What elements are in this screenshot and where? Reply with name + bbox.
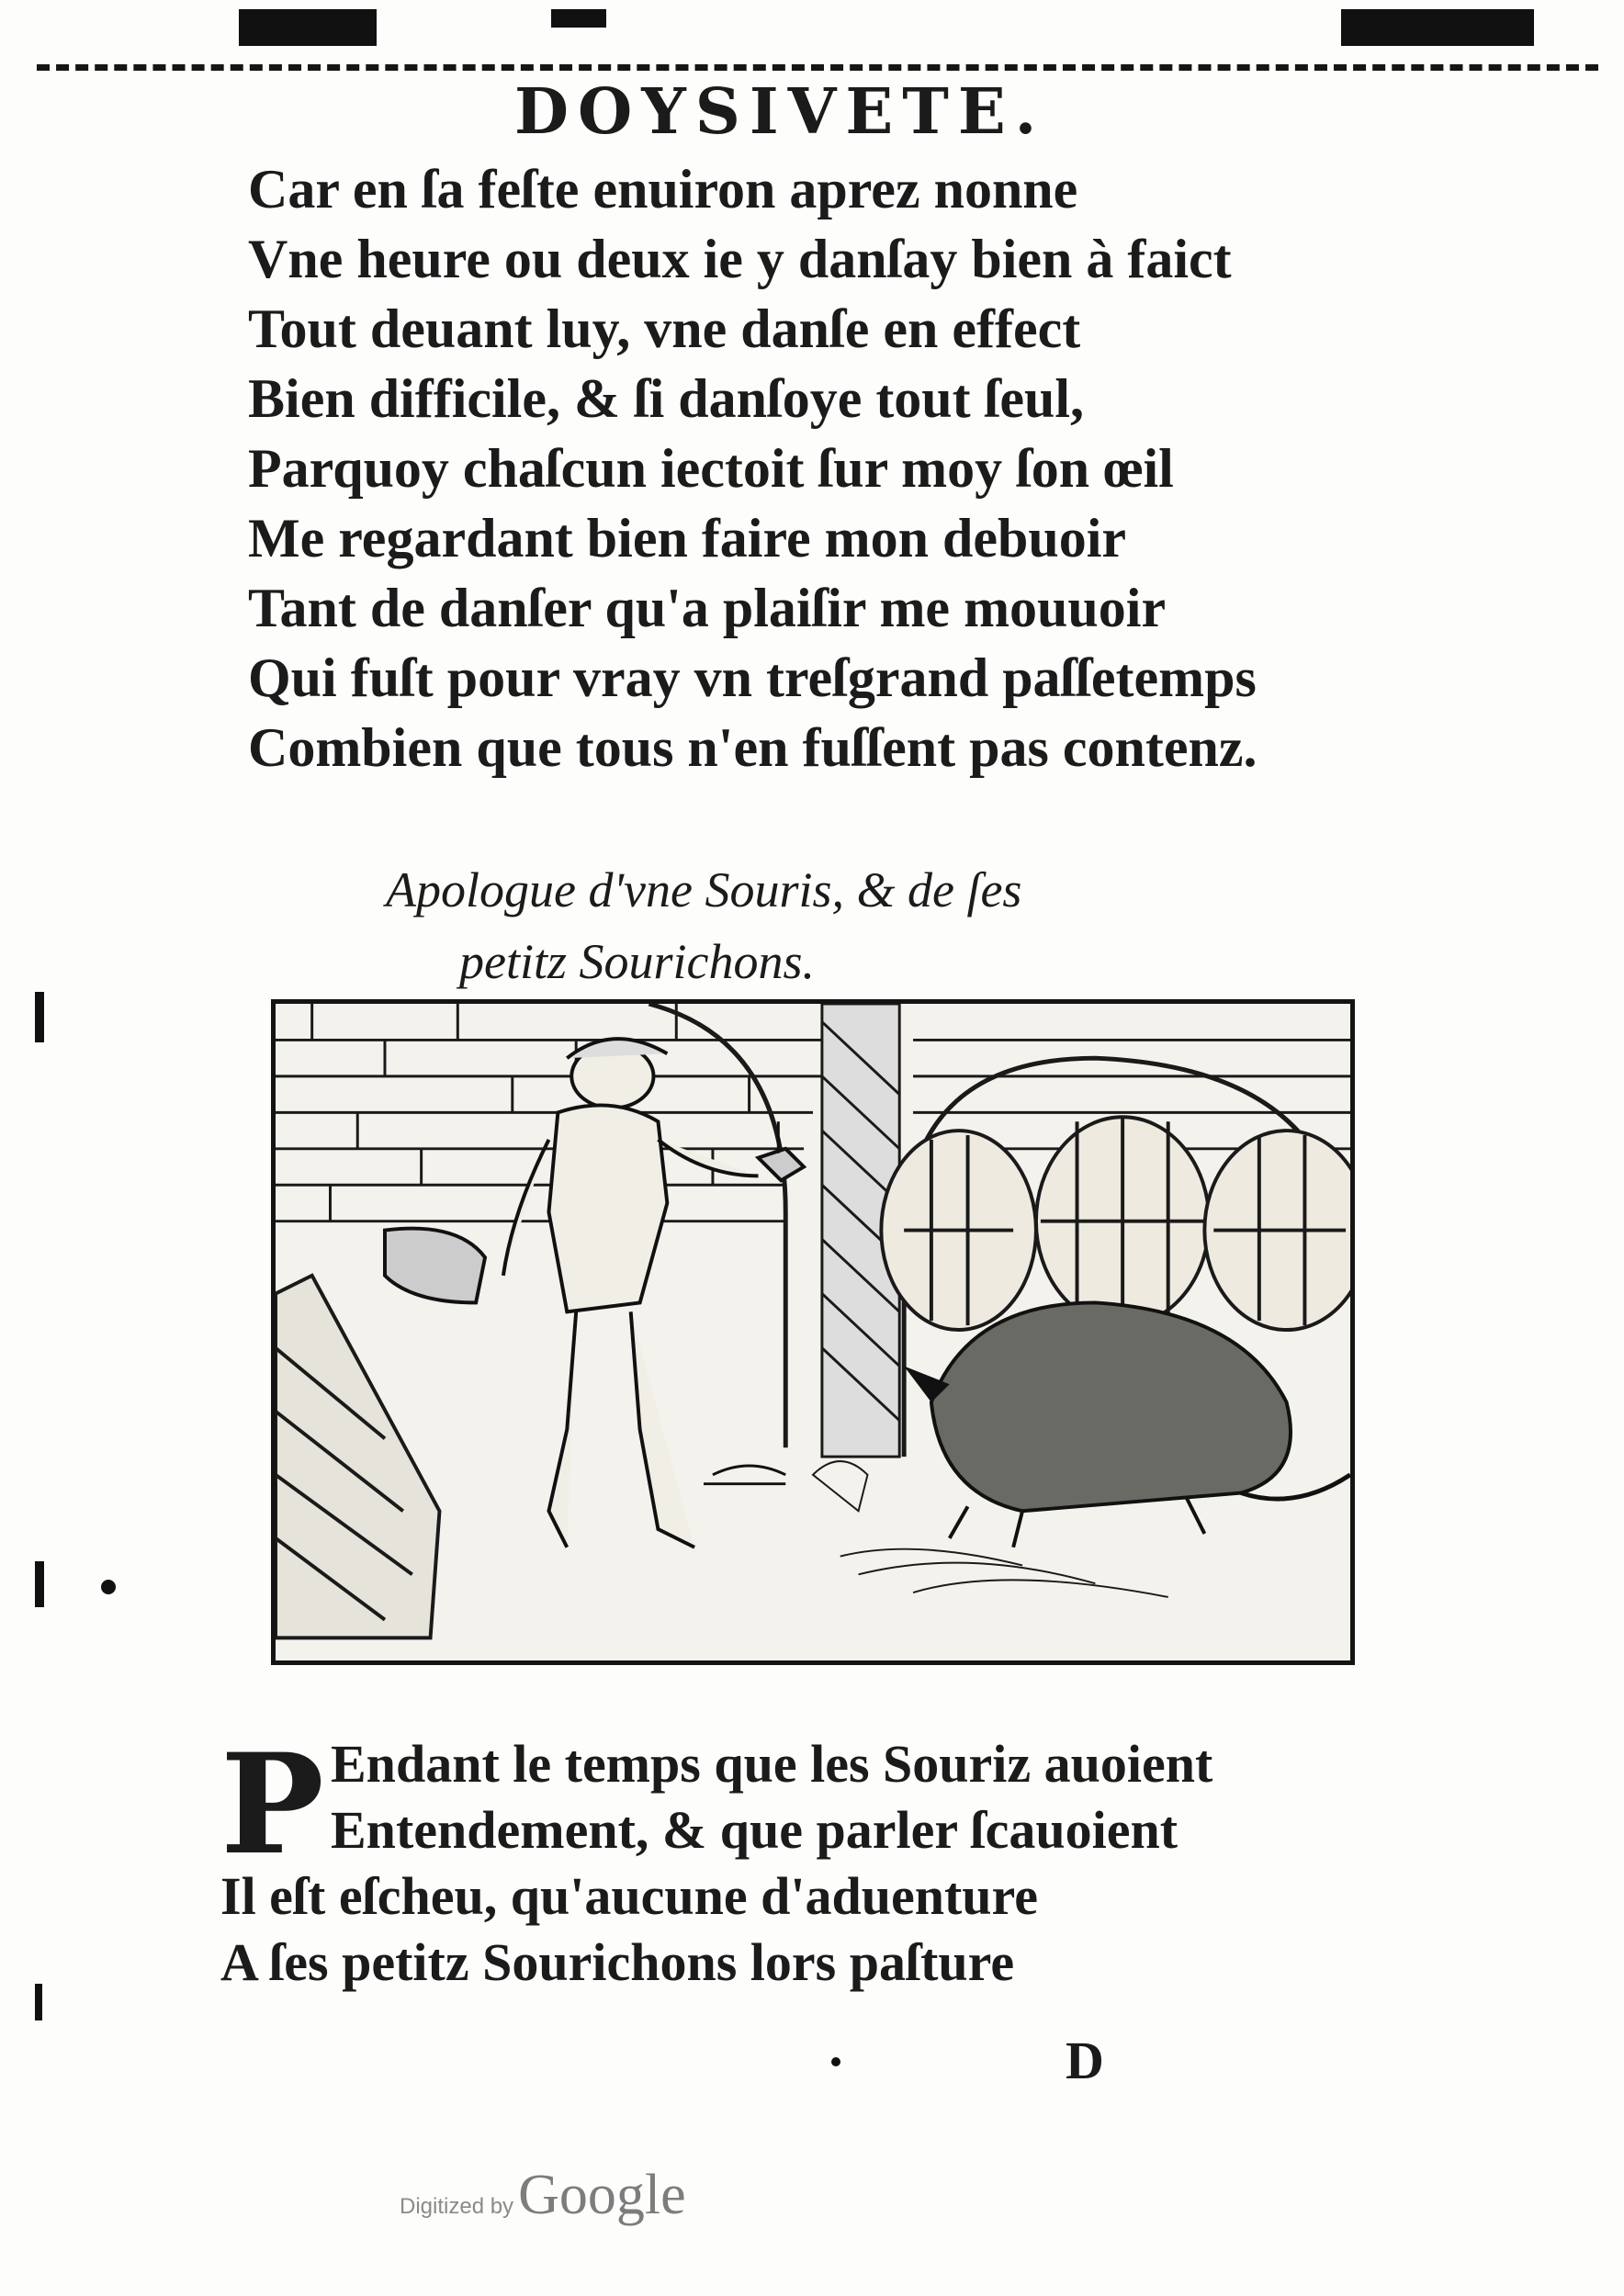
ink-blot	[239, 9, 377, 46]
woodcut-illustration	[271, 999, 1355, 1665]
digitized-watermark	[400, 2163, 686, 2228]
verse-line: Tout deuant luy, vne danſe en effect	[248, 298, 1081, 359]
margin-speck	[831, 2057, 840, 2066]
cellar-man	[385, 1039, 804, 1548]
page-top-edge	[37, 0, 1598, 71]
verse-line: Qui fuſt pour vray vn treſgrand paſſetemps	[248, 647, 1257, 708]
margin-speck	[35, 1984, 42, 2020]
fable-line: Entendement, & que parler ſcauoient	[331, 1800, 1179, 1860]
watermark-prefix: Digitized by	[400, 2194, 514, 2219]
cellar-stairs	[276, 1276, 439, 1638]
verse-line: Car en ſa feſte enuiron aprez nonne	[248, 159, 1078, 219]
verse-line: Bien difficile, & ſi danſoye tout ſeul,	[248, 368, 1084, 429]
verse-line: Vne heure ou deux ie y danſay bien à faict	[248, 229, 1232, 289]
caption-line-2: petitz Sourichons.	[459, 934, 815, 989]
ink-blot	[1341, 9, 1534, 46]
verse-line: Combien que tous n'en fuſſent pas contenz.	[248, 717, 1257, 778]
fable-line: Endant le temps que les Souriz auoient	[331, 1734, 1213, 1794]
watermark-brand: Google	[518, 2164, 686, 2226]
margin-speck	[101, 1580, 116, 1594]
fable-line: A ſes petitz Sourichons lors paſture	[220, 1932, 1015, 1992]
signature-mark: D	[1066, 2031, 1104, 2090]
caption-line-1: Apologue d'vne Souris, & de ſes	[386, 862, 1022, 917]
wine-barrels	[881, 1117, 1350, 1330]
running-head: DOYSIVETE.	[514, 75, 1046, 149]
fable-block	[220, 1724, 1415, 1996]
woodcut-drawing	[276, 1004, 1350, 1660]
illustration-caption	[386, 854, 1304, 997]
margin-speck	[35, 1561, 44, 1607]
fable-line: Il eſt eſcheu, qu'aucune d'aduenture	[220, 1866, 1038, 1926]
verse-line: Me regardant bien faire mon debuoir	[248, 508, 1127, 568]
verse-line: Tant de danſer qu'a plaiſir me mouuoir	[248, 578, 1167, 638]
ink-blot	[551, 9, 606, 28]
verse-block	[248, 154, 1442, 782]
verse-line: Parquoy chaſcun iectoit ſur moy ſon œil	[248, 438, 1174, 499]
rat	[904, 1302, 1350, 1547]
margin-speck	[35, 992, 44, 1042]
drop-cap: P	[220, 1724, 324, 1885]
keys	[704, 1466, 785, 1484]
